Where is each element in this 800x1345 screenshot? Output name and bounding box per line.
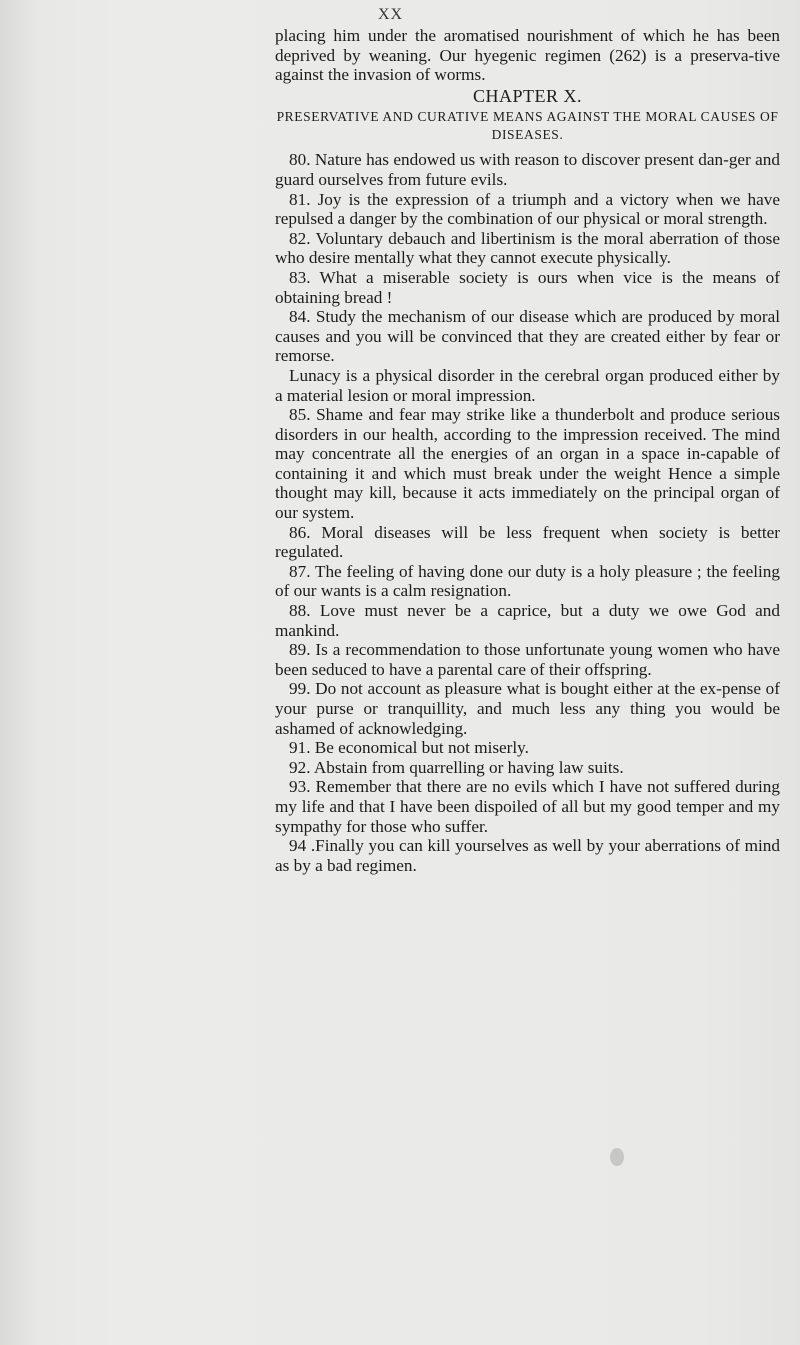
paragraph-93: 93. Remember that there are no evils which I have not suffered during my life and that I have been dispoiled of all but my good temper and my sympathy for those who suffer.	[275, 777, 780, 836]
paragraph-89: 89. Is a recommendation to those unfortunate young women who have been seduced to have a parental care of their offspring.	[275, 640, 780, 679]
paragraph-88: 88. Love must never be a caprice, but a duty we owe God and mankind.	[275, 601, 780, 640]
page-text	[275, 26, 780, 875]
opening-paragraph: placing him under the aromatised nourishment of which he has been deprived by weaning. Our hyegenic regimen (262) is a preserva-tive against the invasion of worms.	[275, 26, 780, 85]
paragraph-83: 83. What a miserable society is ours when vice is the means of obtaining bread !	[275, 267, 780, 307]
paragraph-87: 87. The feeling of having done our duty is a holy pleasure ; the feeling of our wants is a calm resignation.	[275, 561, 780, 601]
paragraph-85: 85. Shame and fear may strike like a thunderbolt and produce serious disorders in our health, according to the impression received. The mind may concentrate all the energies of an organ in a space in-capable of containing it and which must break under the weight Hence a simple thought may kill, because it acts immediately on the principal organ of our system.	[275, 405, 780, 523]
paragraph-lunacy: Lunacy is a physical disorder in the cerebral organ produced either by a material lesion or moral impression.	[275, 365, 780, 405]
paragraph-80: 80. Nature has endowed us with reason to discover present dan-ger and guard ourselves from future evils.	[275, 150, 780, 189]
paragraph-94: 94 .Finally you can kill yourselves as well by your aberrations of mind as by a bad regimen.	[275, 836, 780, 875]
paragraph-81: 81. Joy is the expression of a triumph and a victory when we have repulsed a danger by the combination of our physical or moral strength.	[275, 189, 780, 229]
page-folio: XX	[378, 6, 404, 23]
paragraph-99: 99. Do not account as pleasure what is bought either at the ex-pense of your purse or tranquillity, and much less any thing you would be ashamed of acknowledging.	[275, 679, 780, 738]
chapter-title: CHAPTER X.	[472, 85, 582, 106]
paragraph-91: 91. Be economical but not miserly.	[289, 738, 529, 758]
paragraph-92: 92. Abstain from quarrelling or having law suits.	[289, 757, 624, 777]
ink-blot	[610, 1148, 624, 1166]
paragraph-84: 84. Study the mechanism of our disease which are produced by moral causes and you will be convinced that they are created either by fear or remorse.	[275, 307, 780, 366]
paragraph-86: 86. Moral diseases will be less frequent when society is better regulated.	[275, 522, 780, 562]
paragraph-82: 82. Voluntary debauch and libertinism is the moral aberration of those who desire mentally what they cannot execute physically.	[275, 228, 780, 268]
chapter-heading: PRESERVATIVE AND CURATIVE MEANS AGAINST THE MORAL CAUSES OF DISEASES.	[276, 109, 779, 143]
